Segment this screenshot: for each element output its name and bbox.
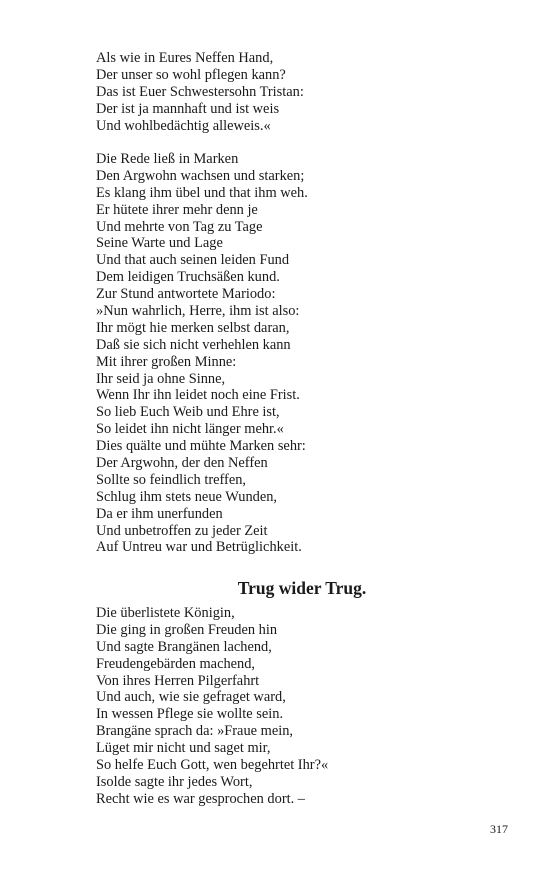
verse-line: Er hütete ihrer mehr denn je: [96, 201, 258, 218]
verse-line: Und that auch seinen leiden Fund: [96, 252, 290, 269]
verse-line: Der ist ja mannhaft und ist weis: [96, 100, 280, 117]
verse-line: »Nun wahrlich, Herre, ihm ist also:: [96, 303, 300, 320]
verse-line: Die Rede ließ in Marken: [96, 151, 239, 167]
verse-line: Brangäne sprach da: »Fraue mein,: [96, 723, 293, 740]
verse-line: Den Argwohn wachsen und starken;: [96, 167, 305, 184]
verse-line: Die ging in großen Freuden hin: [96, 621, 278, 638]
verse-line: Zur Stund antwortete Mariodo:: [96, 286, 276, 303]
verse-line: Der unser so wohl pflegen kann?: [96, 66, 286, 83]
section-heading: Trug wider Trug.: [237, 578, 367, 598]
verse-line: Das ist Euer Schwestersohn Tristan:: [96, 83, 304, 100]
verse-line: Daß sie sich nicht verhehlen kann: [96, 336, 291, 353]
verse-line: Sollte so feindlich treffen,: [96, 471, 246, 488]
verse-line: Als wie in Eures Neffen Hand,: [96, 50, 274, 66]
verse-line: Und auch, wie sie gefraget ward,: [96, 689, 286, 706]
stanza: [96, 605, 496, 808]
verse-line: Die überlistete Königin,: [96, 605, 235, 621]
verse-line: Der Argwohn, der den Neffen: [96, 455, 268, 472]
verse-line: Freudengebärden machend,: [96, 655, 256, 672]
verse-line: Und wohlbedächtig alleweis.«: [96, 117, 271, 134]
verse-line: In wessen Pflege sie wollte sein.: [96, 706, 284, 723]
verse-line: Mit ihrer großen Minne:: [96, 353, 237, 370]
verse-line: Wenn Ihr ihn leidet noch eine Frist.: [96, 387, 300, 404]
verse-line: Und unbetroffen zu jeder Zeit: [96, 522, 268, 539]
page-number: 317: [490, 822, 508, 836]
verse-line: Es klang ihm übel und that ihm weh.: [96, 184, 308, 201]
verse-line: So lieb Euch Weib und Ehre ist,: [96, 404, 280, 421]
verse-line: Schlug ihm stets neue Wunden,: [96, 488, 278, 505]
verse-line: So leidet ihn nicht länger mehr.«: [96, 421, 284, 438]
verse-line: Da er ihm unerfunden: [96, 505, 223, 522]
verse-line: Und mehrte von Tag zu Tage: [96, 218, 263, 235]
verse-line: Isolde sagte ihr jedes Wort,: [96, 773, 253, 790]
verse-line: Recht wie es war gesprochen dort. –: [96, 790, 305, 807]
verse-line: Von ihres Herren Pilgerfahrt: [96, 672, 260, 689]
verse-line: Dies quälte und mühte Marken sehr:: [96, 438, 306, 455]
verse-line: Ihr seid ja ohne Sinne,: [96, 370, 226, 387]
verse-line: Seine Warte und Lage: [96, 235, 223, 252]
verse-line: Ihr mögt hie merken selbst daran,: [96, 319, 290, 336]
verse-line: So helfe Euch Gott, wen begehrtet Ihr?«: [96, 757, 329, 774]
verse-line: Und sagte Brangänen lachend,: [96, 638, 272, 655]
verse-line: Auf Untreu war und Betrüglichkeit.: [96, 539, 302, 556]
verse-line: Dem leidigen Truchsäßen kund.: [96, 269, 280, 286]
stanza: [96, 151, 496, 556]
verse-line: Lüget mir nicht und saget mir,: [96, 740, 271, 757]
stanza: [96, 50, 496, 134]
